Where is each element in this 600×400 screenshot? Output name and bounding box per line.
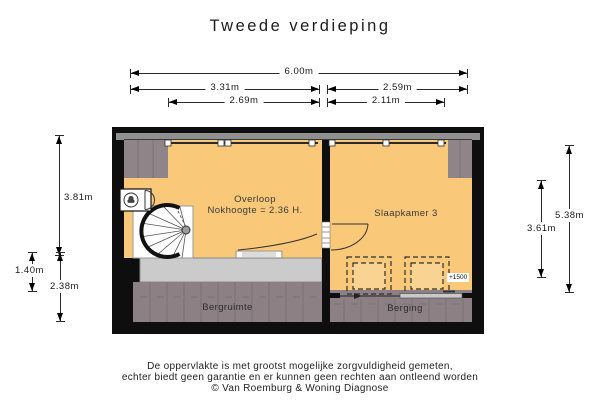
boiler-icon <box>120 189 154 211</box>
dim-label: 1.40m <box>15 265 44 276</box>
dim-label: 2.38m <box>50 281 79 292</box>
dim-label: 3.31m <box>206 82 245 93</box>
disclaimer-line-2: echter biedt geen garantie en er kunnen geen rechten aan ontleend worden <box>121 372 479 383</box>
room-name: Overloop <box>234 194 276 205</box>
height-marker: +1500 <box>449 274 468 281</box>
room-name: Berging <box>387 303 423 314</box>
dim-label: 3.61m <box>527 223 556 234</box>
middle-wall <box>322 140 330 322</box>
room-name: Bergruimte <box>202 302 253 313</box>
dim-label: 5.38m <box>555 210 584 221</box>
room-label-slaapkamer3 <box>340 208 472 219</box>
dim-label: 3.81m <box>64 192 93 203</box>
dim-width-total <box>130 66 468 78</box>
dim-height-right-inner <box>527 180 556 278</box>
dim-height-right-outer <box>555 145 584 293</box>
room-name: Slaapkamer 3 <box>374 208 438 219</box>
dim-label: 2.69m <box>225 95 264 106</box>
dim-width-right <box>327 82 468 94</box>
page-title: Tweede verdieping <box>209 17 391 35</box>
disclaimer <box>0 361 600 394</box>
dim-label: 6.00m <box>280 66 319 77</box>
dim-label: 2.11m <box>367 95 405 106</box>
room-label-overloop <box>175 194 335 216</box>
dim-width-left <box>130 82 320 94</box>
room-label-berging <box>340 303 470 314</box>
dim-height-left-inner <box>15 252 44 292</box>
dim-height-left-lower <box>50 252 79 322</box>
disclaimer-line-1: De oppervlakte is met grootst mogelijke zorgvuldigheid gemeten, <box>147 361 453 372</box>
dim-height-left-upper <box>55 135 93 256</box>
dim-width-left-inner <box>168 95 320 107</box>
room-label-bergruimte <box>150 302 305 313</box>
dim-label: 2.59m <box>378 82 417 93</box>
disclaimer-line-3: © Van Roemburg & Woning Diagnose <box>211 383 389 394</box>
dim-width-right-inner <box>327 95 445 107</box>
room-note: Nokhoogte = 2.36 H. <box>207 205 303 216</box>
